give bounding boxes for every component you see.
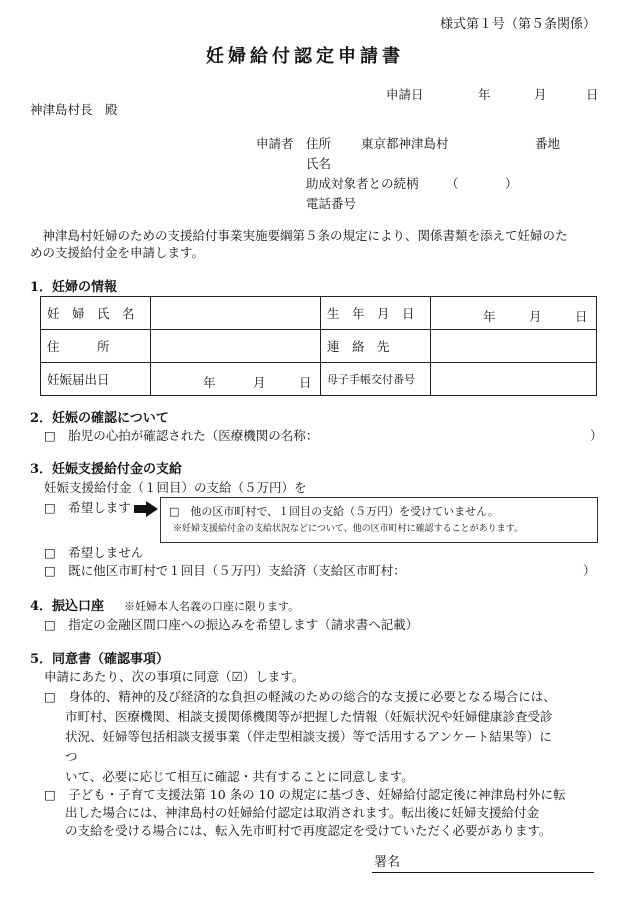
signature-label: 署名 (374, 855, 401, 870)
applicant-label: 申請者 (256, 136, 294, 151)
heartbeat-checkbox-item[interactable]: □ 胎児の心拍が確認された（医療機関の名称： (44, 428, 319, 443)
consent-1-line-1[interactable]: □ 身体的、精神的及び経済的な負担の軽減のための総合的な支援に必要となる場合には、 (44, 689, 556, 704)
no-hope-checkbox-item[interactable]: □ 希望しません (44, 545, 144, 560)
consent-2-line-3: の支給を受ける場合には、転入先市町村で再度認定を受けていただく必要があります。 (65, 823, 552, 838)
transfer-checkbox-item[interactable]: □ 指定の金融区間口座への振込みを希望します（請求書へ記載） (44, 617, 419, 632)
page-title: 妊婦給付認定申請書 (206, 46, 404, 67)
applicant-relation-label: 助成対象者との続柄 (306, 176, 419, 191)
consent-lead: 申請にあたり、次の事項に同意（☑）します。 (44, 669, 305, 684)
intro-line-2: めの支援給付金を申請します。 (30, 245, 205, 260)
consent-1-line-5: いて、必要に応じて相互に確認・共有することに同意します。 (65, 769, 414, 784)
address-input-cell[interactable] (151, 330, 321, 363)
right-arrow-icon (134, 501, 158, 517)
section-5-heading: 5．同意書（確認事項） (30, 652, 170, 667)
handbook-input-cell[interactable] (431, 363, 597, 396)
applicant-address-value[interactable]: 東京都神津島村 (361, 136, 449, 151)
date-year: 年 (478, 87, 491, 102)
birth-month: 月 (529, 309, 542, 324)
birth-year: 年 (483, 309, 496, 324)
relation-close-paren: ） (505, 176, 518, 191)
table-row (41, 330, 597, 363)
address-label-cell: 住 所 (41, 330, 151, 363)
signature-line[interactable] (372, 872, 594, 873)
section-4-heading: 4．振込口座 (30, 599, 105, 614)
consent-1-line-4: つ (65, 749, 78, 764)
report-day: 日 (299, 375, 312, 390)
form-number: 様式第１号（第５条関係） (440, 17, 597, 32)
applicant-phone-label: 電話番号 (306, 196, 357, 211)
contact-label-cell: 連 絡 先 (321, 330, 431, 363)
consent-1-line-2: 市町村、医療機関、相談支援関係機関等が把握した情報（妊娠状況や妊婦健康診査受診 (65, 709, 553, 724)
section-3-heading: 3．妊娠支援給付金の支給 (30, 462, 183, 477)
consent-1-line-3: 状況、妊婦等包括相談支援事業（伴走型相談支援）等で活用するアンケート結果等）に (65, 729, 552, 744)
name-label-cell: 妊 婦 氏 名 (41, 297, 151, 330)
report-year: 年 (203, 375, 216, 390)
section-1-heading: 1．妊婦の情報 (30, 280, 118, 295)
hope-checkbox-item[interactable]: □ 希望します (44, 500, 131, 515)
benefit-subtitle: 妊娠支援給付金（１回目）の支給（５万円）を (44, 480, 307, 495)
section-2-heading: 2．妊娠の確認について (30, 411, 169, 426)
table-row (41, 297, 597, 330)
report-label-cell: 妊娠届出日 (41, 363, 151, 396)
contact-input-cell[interactable] (431, 330, 597, 363)
birth-day: 日 (575, 309, 588, 324)
addressee: 神津島村長 殿 (30, 102, 118, 117)
applicant-address-label: 住所 (306, 136, 332, 151)
pregnant-info-table (40, 296, 597, 396)
heartbeat-close-paren: ） (590, 428, 603, 443)
not-received-checkbox[interactable]: □ 他の区市町村で、１回目の支給（５万円）を受けていません。 (169, 505, 499, 518)
birth-label-cell: 生 年 月 日 (321, 297, 431, 330)
already-paid-close-paren: ） (583, 563, 596, 578)
name-input-cell[interactable] (151, 297, 321, 330)
date-label: 申請日 (386, 87, 424, 102)
report-month: 月 (253, 375, 266, 390)
account-note: ※妊婦本人名義の口座に限ります。 (124, 600, 300, 613)
birth-input-cell[interactable] (431, 297, 597, 330)
hope-condition-box (160, 497, 598, 543)
date-day: 日 (586, 87, 599, 102)
report-input-cell[interactable] (151, 363, 321, 396)
already-paid-checkbox-item[interactable]: □ 既に他区市町村で１回目（５万円）支給済（支給区市町村： (44, 563, 406, 578)
consent-2-line-2: 出した場合には、神津島村の妊婦給付認定は取消されます。転出後に妊婦支援給付金 (65, 805, 540, 820)
applicant-banchi: 番地 (535, 136, 561, 151)
table-row (41, 363, 597, 396)
handbook-label-cell: 母子手帳交付番号 (321, 363, 431, 396)
confirmation-note: ※妊婦支援給付金の支給状況などについて、他の区市町村に確認することがあります。 (173, 524, 523, 534)
consent-2-line-1[interactable]: □ 子ども・子育て支援法第 10 条の 10 の規定に基づき、妊婦給付認定後に神津島村外に転 (44, 787, 566, 802)
intro-line-1: 神津島村妊婦のための支援給付事業実施要綱第５条の規定により、関係書類を添えて妊婦のた (30, 228, 568, 243)
date-month: 月 (534, 87, 547, 102)
relation-open-paren: （ (446, 176, 459, 191)
applicant-name-label: 氏名 (306, 156, 332, 171)
